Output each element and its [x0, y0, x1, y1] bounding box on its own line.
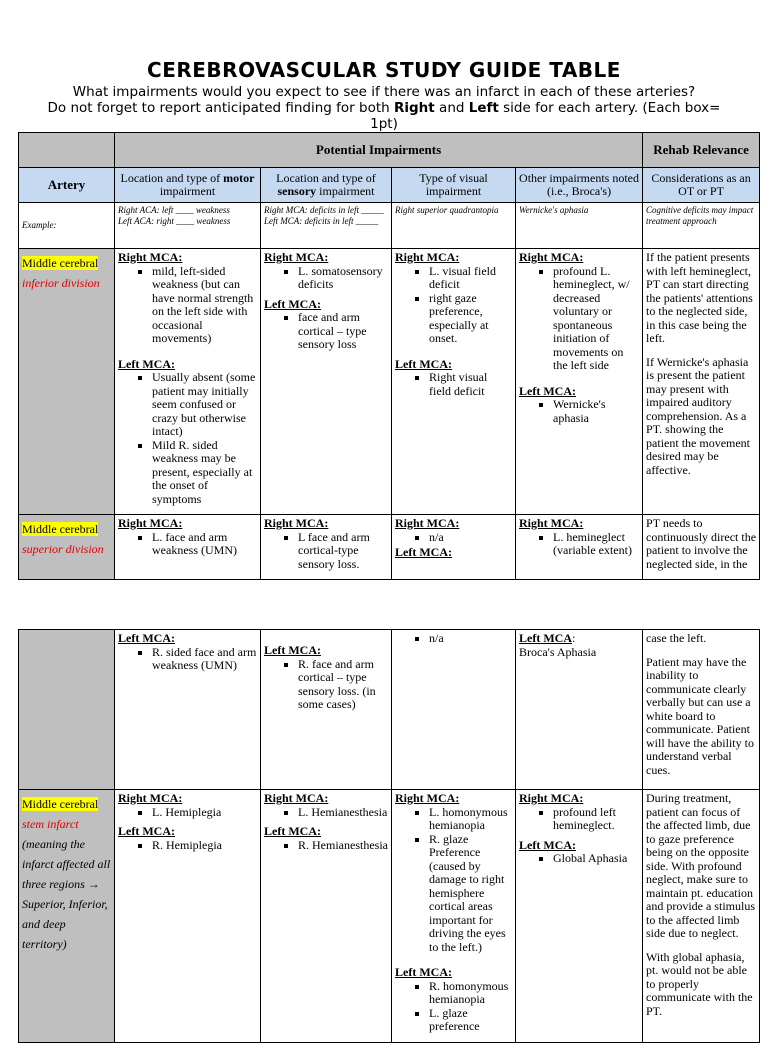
example-rehab: Cognitive deficits may impact treatment approach: [643, 203, 760, 249]
artery-stem: Middle cerebral stem infarct (meaning the infarct affected all three regions → Superior, Inferior, and deep territory): [19, 790, 115, 1043]
example-other: Wernicke's aphasia: [516, 203, 643, 249]
stem-sensory: Right MCA: ▪ L. Hemianesthesia Left MCA: ▪ R. Hemianesthesia: [261, 790, 392, 1043]
superior-rehab-continued: case the left. Patient may have the inability to communicate clearly verbally but can use a white board to communicate. Patient will have the ability to understand verbal cues.: [643, 630, 760, 790]
inferior-rehab: If the patient presents with left hemineglect, PT can start directing the patients' attentions to the neglected side, in this case being the left. If Wernicke's aphasia is present the patient may present with impaired auditory comprehension. As a PT. showing the patient the movement desired may be affective.: [643, 249, 760, 515]
inferior-sensory: Right MCA: ▪ L. somatosensory deficits Left MCA: ▪ face and arm cortical – type sensory loss: [261, 249, 392, 515]
superior-motor-continued: Left MCA: ▪ R. sided face and arm weakness (UMN): [115, 630, 261, 790]
group-header-rehab: Rehab Relevance: [643, 133, 760, 168]
study-table-page-2: [18, 629, 760, 1043]
example-motor: Right ACA: left ____ weakness Left ACA: right ____ weakness: [115, 203, 261, 249]
superior-sensory-continued: Left MCA: ▪ R. face and arm cortical – type sensory loss. (in some cases): [261, 630, 392, 790]
col-header-motor: Location and type of motor impairment: [115, 168, 261, 203]
example-label: Example:: [19, 203, 115, 249]
subtitle-line-3: 1pt): [370, 116, 398, 132]
table-row-superior: [19, 515, 760, 580]
col-header-other: Other impairments noted (i.e., Broca's): [516, 168, 643, 203]
subtitle-line-1: What impairments would you expect to see if there was an infarct in each of these arteries?: [72, 84, 696, 100]
superior-other-continued: Left MCA: Broca's Aphasia: [516, 630, 643, 790]
col-header-artery: Artery: [19, 168, 115, 203]
col-header-sensory: Location and type of sensory impairment: [261, 168, 392, 203]
artery-superior: Middle cerebral superior division: [19, 515, 115, 580]
inferior-other: Right MCA: ▪ profound L. hemineglect, w/ decreased voluntary or spontaneous initiation of movements on the left side Left MCA: ▪ Wernicke's aphasia: [516, 249, 643, 515]
inferior-motor: Right MCA: ▪ mild, left-sided weakness (but can have normal strength on the left side with occasional movements) Left MCA: ▪ Usually absent (some patient may initially seem confused or crazy but otherwise intact) ▪ Mild R. sided weakness may be present, especially at the onset of symptoms: [115, 249, 261, 515]
subtitle-line-2: Do not forget to report anticipated finding for both Right and Left side for each artery. (Each box=: [47, 100, 721, 116]
corner-cell: [19, 133, 115, 168]
superior-sensory: Right MCA: ▪ L face and arm cortical-type sensory loss.: [261, 515, 392, 580]
superior-rehab: PT needs to continuously direct the patient to involve the neglected side, in the: [643, 515, 760, 580]
col-header-rehab: Considerations as an OT or PT: [643, 168, 760, 203]
table-row-inferior: [19, 249, 760, 515]
study-table-page-1: [18, 132, 760, 580]
stem-other: Right MCA: ▪ profound left hemineglect. Left MCA: ▪ Global Aphasia: [516, 790, 643, 1043]
superior-motor: Right MCA: ▪ L. face and arm weakness (UMN): [115, 515, 261, 580]
artery-inferior: Middle cerebral inferior division: [19, 249, 115, 515]
col-header-visual: Type of visual impairment: [392, 168, 516, 203]
superior-visual-continued: ▪ n/a: [392, 630, 516, 790]
group-header-potential: Potential Impairments: [115, 133, 643, 168]
inferior-visual: Right MCA: ▪ L. visual field deficit ▪ right gaze preference, especially at onset. Left MCA: ▪ Right visual field deficit: [392, 249, 516, 515]
artery-superior-continued: [19, 630, 115, 790]
table-row-example: [19, 203, 760, 249]
stem-motor: Right MCA: ▪ L. Hemiplegia Left MCA: ▪ R. Hemiplegia: [115, 790, 261, 1043]
example-sensory: Right MCA: deficits in left _____ Left MCA: deficits in left _____: [261, 203, 392, 249]
superior-other: Right MCA: ▪ L. hemineglect (variable extent): [516, 515, 643, 580]
table-row-stem: [19, 790, 760, 1043]
example-visual: Right superior quadrantopia: [392, 203, 516, 249]
superior-visual: Right MCA: ▪ n/a Left MCA:: [392, 515, 516, 580]
stem-rehab: During treatment, patient can focus of the affected limb, due to gaze preference being on the opposite side. With profound neglect, make sure to maintain pt. education and provide a stimulus to the affected limb side due to neglect. With global aphasia, pt. would not be able to properly communicate with the PT.: [643, 790, 760, 1043]
stem-visual: Right MCA: ▪ L. homonymous hemianopia ▪ R. glaze Preference (caused by damage to right hemisphere cortical areas important for driving the eyes to the left.) Left MCA: ▪ R. homonymous hemianopia ▪ L. glaze preference: [392, 790, 516, 1043]
table-row-superior-continued: [19, 630, 760, 790]
document-title: CEREBROVASCULAR STUDY GUIDE TABLE: [147, 58, 621, 82]
